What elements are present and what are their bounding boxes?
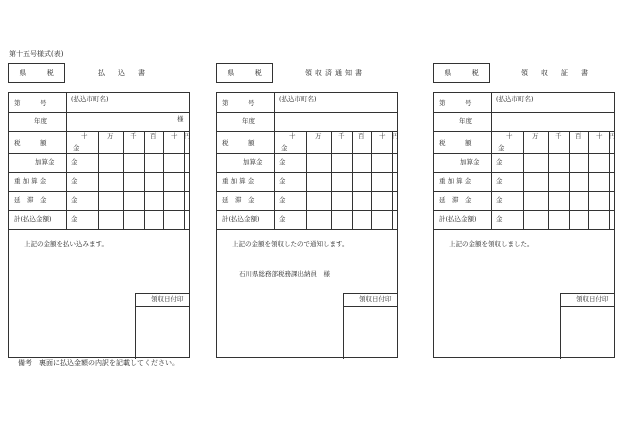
row-divider (9, 210, 189, 211)
form-number: 第十五号様式(表) (9, 50, 64, 58)
total-label: 計(払込金額) (439, 215, 477, 223)
row-divider (434, 131, 614, 132)
year-label: 年度 (34, 117, 47, 125)
kin-total: 金 (71, 215, 78, 223)
kin-jukasankin: 金 (496, 177, 503, 185)
entaikin-label: 延 滞 金 (222, 196, 255, 204)
kin-tax-amount: 金 (498, 144, 505, 152)
digit-divider (123, 131, 124, 229)
stamp-label-divider (343, 306, 397, 307)
digit-header: 万 (532, 132, 539, 140)
amount-table (8, 92, 190, 358)
tax-type-box (216, 63, 273, 83)
digit-header: 十 (379, 132, 386, 140)
amount-table (433, 92, 615, 358)
total-label: 計(払込金額) (14, 215, 52, 223)
kasankin-label: 加算金 (243, 158, 263, 166)
amount-table (216, 92, 398, 358)
tax-type-box (433, 63, 490, 83)
digit-divider (523, 131, 524, 229)
pref-label: 県 (19, 69, 27, 77)
message-text: 上記の金額を払い込みます。 (24, 240, 108, 248)
jukasankin-label: 重 加 算 金 (222, 177, 255, 185)
slip-title: 領 収 証 書 (521, 69, 591, 77)
row-divider (434, 112, 614, 113)
row-divider (434, 191, 614, 192)
recipient-text: 石川県総務部税務課出納員 様 (239, 270, 330, 278)
tax-amount-label: 税 額 (14, 139, 47, 147)
digit-divider (144, 131, 145, 229)
payer-label: (払込市町名) (279, 95, 317, 103)
digit-divider (163, 131, 164, 229)
kin-entaikin: 金 (71, 196, 78, 204)
jukasankin-label: 重 加 算 金 (439, 177, 472, 185)
row-divider (217, 210, 397, 211)
label-divider (274, 93, 275, 229)
row-divider (434, 210, 614, 211)
stamp-label: 領収日付印 (359, 295, 392, 303)
kasankin-label: 加算金 (460, 158, 480, 166)
pref-label: 県 (444, 69, 452, 77)
stamp-box-top (343, 293, 397, 294)
stamp-box-top (560, 293, 614, 294)
digit-header: 十 (506, 132, 513, 140)
row-divider (9, 172, 189, 173)
digit-header: 千 (338, 132, 345, 140)
digit-header: 円 (392, 132, 399, 140)
digit-header: 百 (358, 132, 365, 140)
total-label: 計(払込金額) (222, 215, 260, 223)
entaikin-label: 延 滞 金 (439, 196, 472, 204)
kasankin-label: 加算金 (35, 158, 55, 166)
digit-header: 千 (130, 132, 137, 140)
row-divider (9, 131, 189, 132)
slip-1 (216, 63, 398, 358)
message-text: 上記の金額を領収したので通知します。 (232, 240, 349, 248)
digit-header: 十 (171, 132, 178, 140)
row-divider (434, 172, 614, 173)
digit-header: 万 (107, 132, 114, 140)
slip-2 (433, 63, 615, 358)
row-divider (9, 112, 189, 113)
digit-header: 十 (289, 132, 296, 140)
message-text: 上記の金額を領収しました。 (449, 240, 534, 248)
tax-label: 税 (46, 69, 54, 77)
stamp-label-divider (135, 306, 189, 307)
year-label: 年度 (459, 117, 472, 125)
row-divider (217, 131, 397, 132)
tax-amount-label: 税 額 (439, 139, 472, 147)
number-label: 第 号 (222, 99, 255, 107)
digit-header: 十 (81, 132, 88, 140)
kin-jukasankin: 金 (71, 177, 78, 185)
digit-divider (98, 131, 99, 229)
row-divider (9, 191, 189, 192)
digit-divider (352, 131, 353, 229)
stamp-box-left (135, 293, 136, 359)
tax-label: 税 (254, 69, 262, 77)
digit-header: 千 (555, 132, 562, 140)
kin-total: 金 (496, 215, 503, 223)
kin-jukasankin: 金 (279, 177, 286, 185)
kin-kasankin: 金 (71, 158, 78, 166)
tax-amount-label: 税 額 (222, 139, 255, 147)
digit-header: 百 (150, 132, 157, 140)
kin-kasankin: 金 (279, 158, 286, 166)
digit-header: 円 (184, 132, 191, 140)
slip-title: 払 込 書 (98, 69, 148, 77)
row-divider (217, 191, 397, 192)
payer-label: (払込市町名) (496, 95, 534, 103)
digit-divider (392, 131, 393, 229)
digit-header: 百 (575, 132, 582, 140)
kin-entaikin: 金 (279, 196, 286, 204)
digit-divider (569, 131, 570, 229)
digit-divider (548, 131, 549, 229)
year-label: 年度 (242, 117, 255, 125)
digit-divider (371, 131, 372, 229)
stamp-box-left (343, 293, 344, 359)
kin-total: 金 (279, 215, 286, 223)
digit-divider (184, 131, 185, 229)
row-divider (9, 229, 189, 230)
honorific: 様 (177, 115, 184, 123)
label-divider (66, 93, 67, 229)
row-divider (217, 153, 397, 154)
digit-header: 十 (596, 132, 603, 140)
row-divider (9, 153, 189, 154)
tax-type-box (8, 63, 65, 83)
stamp-label: 領収日付印 (576, 295, 609, 303)
kin-kasankin: 金 (496, 158, 503, 166)
row-divider (217, 172, 397, 173)
digit-divider (609, 131, 610, 229)
stamp-label: 領収日付印 (151, 295, 184, 303)
digit-divider (306, 131, 307, 229)
digit-divider (588, 131, 589, 229)
number-label: 第 号 (439, 99, 472, 107)
digit-divider (331, 131, 332, 229)
payer-label: (払込市町名) (71, 95, 109, 103)
jukasankin-label: 重 加 算 金 (14, 177, 47, 185)
tax-label: 税 (471, 69, 479, 77)
label-divider (491, 93, 492, 229)
stamp-box-left (560, 293, 561, 359)
kin-entaikin: 金 (496, 196, 503, 204)
stamp-label-divider (560, 306, 614, 307)
entaikin-label: 延 滞 金 (14, 196, 47, 204)
digit-header: 円 (609, 132, 616, 140)
kin-tax-amount: 金 (281, 144, 288, 152)
row-divider (434, 153, 614, 154)
pref-label: 県 (227, 69, 235, 77)
remarks-note: 備考 裏面に払込金額の内訳を記載してください。 (18, 359, 179, 367)
kin-tax-amount: 金 (73, 144, 80, 152)
slip-title: 領収済通知書 (305, 69, 365, 77)
row-divider (217, 112, 397, 113)
stamp-box-top (135, 293, 189, 294)
slip-0 (8, 63, 190, 358)
digit-header: 万 (315, 132, 322, 140)
row-divider (217, 229, 397, 230)
row-divider (434, 229, 614, 230)
number-label: 第 号 (14, 99, 47, 107)
